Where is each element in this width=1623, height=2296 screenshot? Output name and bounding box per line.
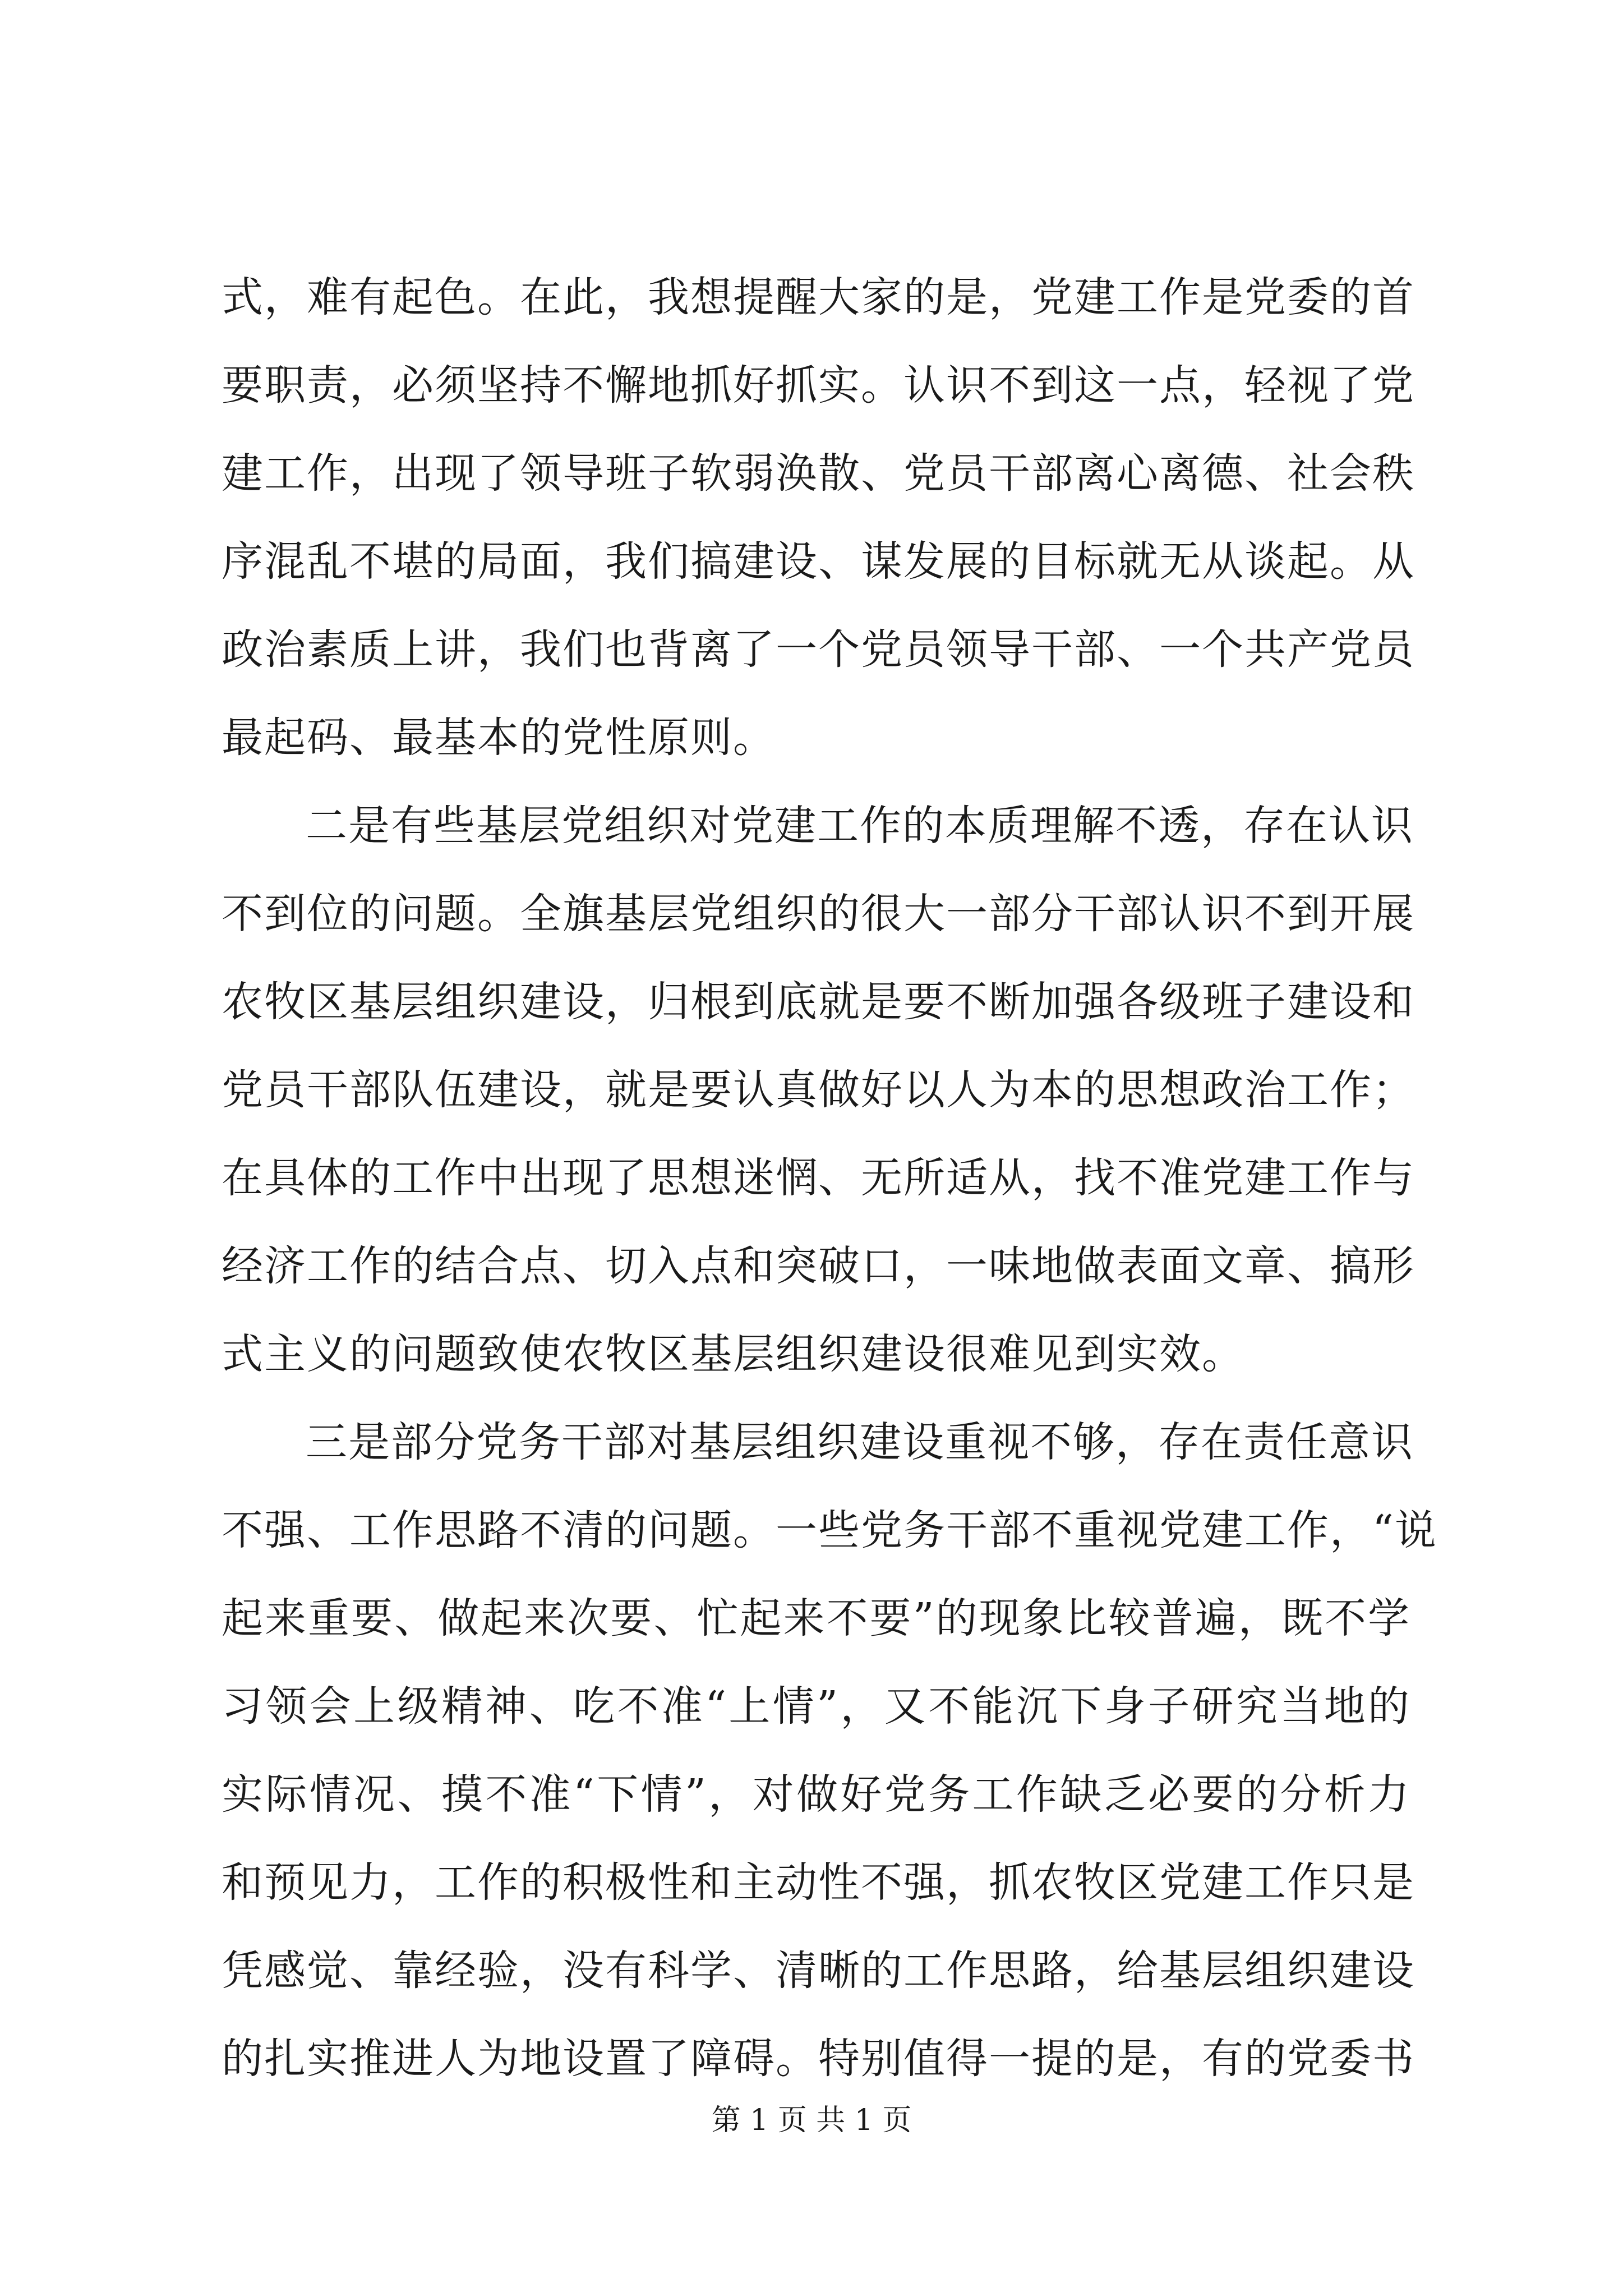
text-line: 要职责，必须坚持不懈地抓好抓实。认识不到这一点，轻视了党 bbox=[222, 361, 1415, 409]
text-line: 不到位的问题。全旗基层党组织的很大一部分干部认识不到开展 bbox=[222, 890, 1415, 938]
text-line: 实际情况、摸不准“下情”，对做好党务工作缺乏必要的分析力 bbox=[222, 1770, 1410, 1819]
text-line: 式主义的问题致使农牧区基层组织建设很难见到实效。 bbox=[222, 1330, 1244, 1378]
text-line: 经济工作的结合点、切入点和突破口，一味地做表面文章、搞形 bbox=[222, 1242, 1415, 1290]
text-line: 党员干部队伍建设，就是要认真做好以人为本的思想政治工作； bbox=[222, 1066, 1415, 1114]
text-line: 起来重要、做起来次要、忙起来不要”的现象比较普遍，既不学 bbox=[222, 1594, 1410, 1642]
paragraph-start-line: 三是部分党务干部对基层组织建设重视不够，存在责任意识 bbox=[306, 1418, 1414, 1466]
text-line: 最起码、最基本的党性原则。 bbox=[222, 714, 776, 762]
text-line: 在具体的工作中出现了思想迷惘、无所适从，找不准党建工作与 bbox=[222, 1154, 1415, 1202]
text-line: 建工作，出现了领导班子软弱涣散、党员干部离心离德、社会秩 bbox=[222, 449, 1415, 498]
text-line: 农牧区基层组织建设，归根到底就是要不断加强各级班子建设和 bbox=[222, 978, 1415, 1026]
text-line: 凭感觉、靠经验，没有科学、清晰的工作思路，给基层组织建设 bbox=[222, 1947, 1415, 1995]
text-line: 不强、工作思路不清的问题。一些党务干部不重视党建工作，“说 bbox=[222, 1506, 1437, 1554]
paragraph-start-line: 二是有些基层党组织对党建工作的本质理解不透，存在认识 bbox=[306, 802, 1414, 850]
text-line: 序混乱不堪的局面，我们搞建设、谋发展的目标就无从谈起。从 bbox=[222, 537, 1415, 586]
text-line: 式，难有起色。在此，我想提醒大家的是，党建工作是党委的首 bbox=[222, 273, 1415, 321]
text-line: 和预见力，工作的积极性和主动性不强，抓农牧区党建工作只是 bbox=[222, 1858, 1415, 1907]
body-text bbox=[222, 254, 1437, 2103]
text-line: 习领会上级精神、吃不准“上情”，又不能沉下身子研究当地的 bbox=[222, 1682, 1410, 1731]
page-footer: 第 1 页 共 1 页 bbox=[711, 2104, 912, 2137]
text-line: 政治素质上讲，我们也背离了一个党员领导干部、一个共产党员 bbox=[222, 625, 1415, 674]
text-line: 的扎实推进人为地设置了障碍。特别值得一提的是，有的党委书 bbox=[222, 2035, 1415, 2083]
